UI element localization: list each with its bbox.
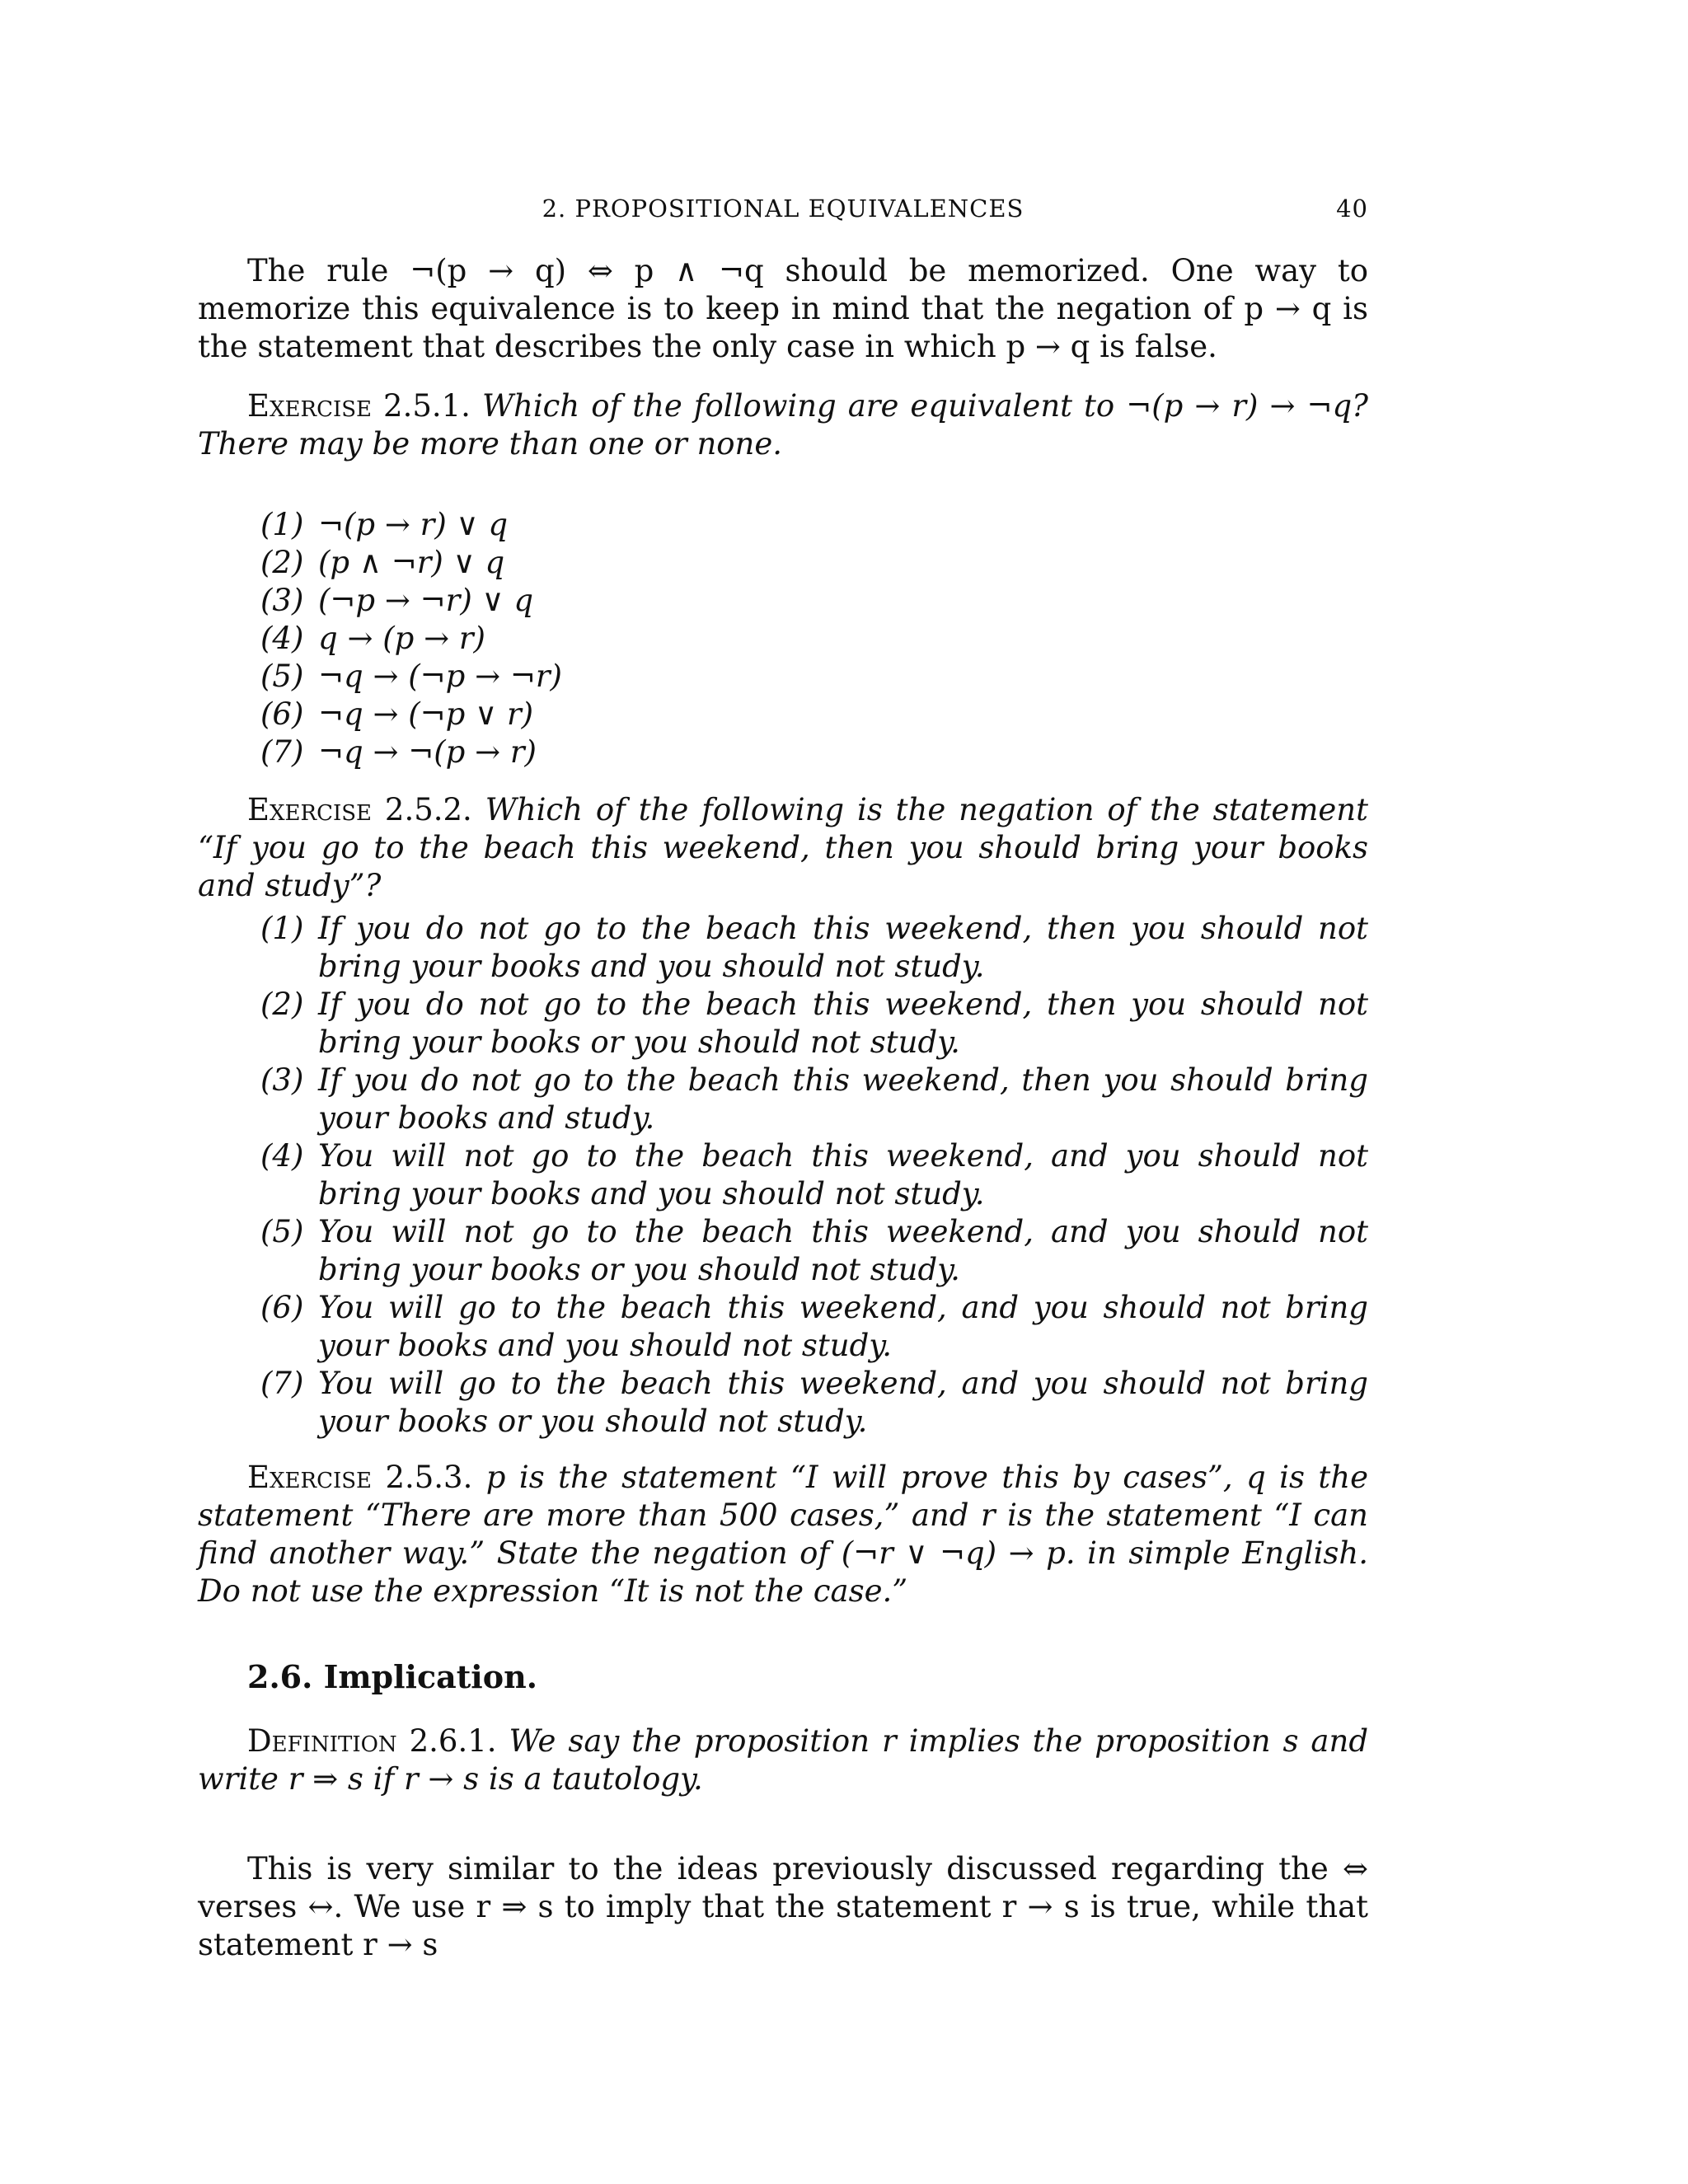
- item-number: (1): [260, 507, 304, 542]
- definition-text: We say the proposition r implies the proposition s and write r ⇒ s if r → s is a tautology.: [198, 1723, 1369, 1797]
- item-text: You will not go to the beach this weekend, and you should not bring your books and you should not study.: [318, 1138, 1368, 1212]
- list-item: [260, 544, 1368, 582]
- intro-paragraph: The rule ¬(p → q) ⇔ p ∧ ¬q should be memorized. One way to memorize this equivalence is to keep in mind that the negation of p → q is the statement that describes the only case in which p → q is false.: [198, 253, 1368, 364]
- list-item: [260, 733, 1368, 771]
- list-item: [260, 696, 1368, 733]
- exercise-label: Exercise 2.5.2.: [247, 792, 472, 827]
- exercise-2-5-3: [198, 1459, 1368, 1610]
- definition-2-6-1: [198, 1722, 1368, 1798]
- list-item: [260, 910, 1368, 986]
- item-number: (3): [260, 1062, 304, 1098]
- exercise-prompt: Which of the following is the negation of the statement “If you go to the beach this weekend, then you should bring your books and study”?: [198, 792, 1369, 903]
- item-number: (7): [260, 1366, 304, 1401]
- list-item: [260, 506, 1368, 544]
- item-number: (6): [260, 696, 304, 732]
- item-number: (3): [260, 583, 304, 618]
- closing-paragraph: This is very similar to the ideas previously discussed regarding the ⇔ verses ↔. We use r ⇒ s to imply that the statement r → s is true, while that statement r → s: [198, 1851, 1368, 1962]
- exercise-prompt: p is the statement “I will prove this by cases”, q is the statement “There are more than 500 cases,” and r is the statement “I can find another way.” State the negation of (¬r ∨ ¬q) → p. in simple English. Do not use the expression “It is not the case.”: [198, 1460, 1368, 1609]
- item-text: You will go to the beach this weekend, and you should not bring your books and you should not study.: [318, 1290, 1368, 1363]
- item-text: If you do not go to the beach this weekend, then you should not bring your books and you should not study.: [318, 911, 1368, 984]
- item-text: (¬p → ¬r) ∨ q: [318, 583, 534, 618]
- list-item: [260, 1289, 1368, 1365]
- item-text: q → (p → r): [318, 621, 485, 656]
- item-number: (5): [260, 658, 304, 694]
- page-number: 40: [1336, 194, 1368, 223]
- item-text: You will not go to the beach this weekend, and you should not bring your books or you should not study.: [318, 1214, 1368, 1287]
- list-item: [260, 1137, 1368, 1213]
- list-item: [260, 658, 1368, 696]
- item-text: ¬q → ¬(p → r): [318, 734, 537, 770]
- item-text: ¬q → (¬p → ¬r): [318, 658, 562, 694]
- item-text: ¬(p → r) ∨ q: [318, 507, 509, 542]
- section-heading: 2.6. Implication.: [247, 1658, 537, 1695]
- item-number: (6): [260, 1290, 304, 1325]
- item-number: (1): [260, 911, 304, 946]
- item-text: ¬q → (¬p ∨ r): [318, 696, 534, 732]
- exercise-label: Exercise 2.5.3.: [247, 1460, 473, 1495]
- list-item: [260, 1062, 1368, 1137]
- list-item: [260, 1365, 1368, 1441]
- list-item: [260, 986, 1368, 1062]
- item-number: (2): [260, 545, 304, 580]
- list-item: [260, 1213, 1368, 1289]
- running-header: [198, 194, 1368, 227]
- item-number: (5): [260, 1214, 304, 1249]
- exercise-2-5-2: [198, 791, 1368, 905]
- item-text: You will go to the beach this weekend, and you should not bring your books or you should not study.: [318, 1366, 1368, 1439]
- list-item: [260, 582, 1368, 620]
- header-title: 2. PROPOSITIONAL EQUIVALENCES: [542, 194, 1025, 223]
- item-number: (4): [260, 621, 304, 656]
- item-text: If you do not go to the beach this weekend, then you should bring your books and study.: [318, 1062, 1368, 1136]
- exercise-2-5-1: [198, 387, 1368, 463]
- item-number: (2): [260, 987, 304, 1022]
- item-text: If you do not go to the beach this weekend, then you should not bring your books or you should not study.: [318, 987, 1368, 1060]
- definition-label: Definition 2.6.1.: [247, 1723, 497, 1759]
- item-number: (7): [260, 734, 304, 770]
- item-text: (p ∧ ¬r) ∨ q: [318, 545, 505, 580]
- item-number: (4): [260, 1138, 304, 1174]
- list-item: [260, 620, 1368, 658]
- exercise-2-5-1-options: [260, 506, 1368, 771]
- exercise-prompt: Which of the following are equivalent to ¬(p → r) → ¬q? There may be more than one or none.: [198, 388, 1369, 462]
- exercise-2-5-2-options: [260, 910, 1368, 1441]
- exercise-label: Exercise 2.5.1.: [247, 388, 471, 424]
